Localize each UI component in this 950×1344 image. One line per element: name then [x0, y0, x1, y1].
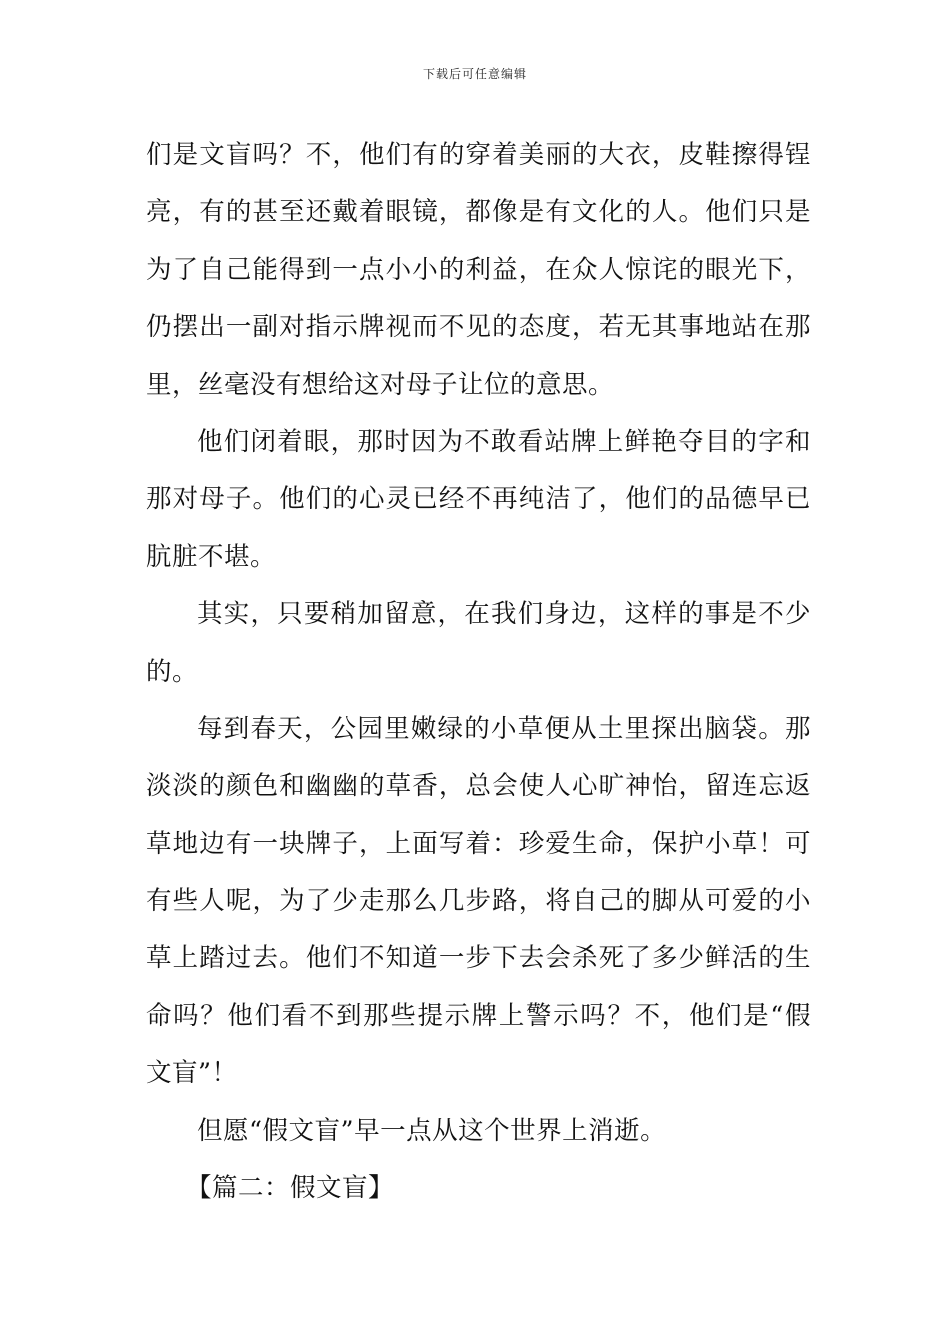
text-line: 其实，只要稍加留意，在我们身边，这样的事是不少	[197, 599, 811, 630]
text-line: 为了自己能得到一点小小的利益，在众人惊诧的眼光下，	[146, 254, 811, 285]
text-line: 的。	[146, 656, 199, 687]
text-line: 肮脏不堪。	[146, 541, 277, 572]
text-line: 亮，有的甚至还戴着眼镜，都像是有文化的人。他们只是	[146, 197, 811, 228]
text-line: 有些人呢，为了少走那么几步路，将自己的脚从可爱的小	[146, 886, 811, 917]
text-line: 每到春天，公园里嫩绿的小草便从土里探出脑袋。那	[197, 713, 811, 744]
page-header: 下载后可任意编辑	[422, 67, 527, 81]
text-line: 里，丝毫没有想给这对母子让位的意思。	[146, 369, 615, 400]
text-line: 草地边有一块牌子，上面写着：珍爱生命，保护小草！可	[146, 828, 811, 859]
document-body	[146, 127, 811, 1217]
text-line: 草上踏过去。他们不知道一步下去会杀死了多少鲜活的生	[146, 943, 811, 974]
text-line: 淡淡的颜色和幽幽的草香，总会使人心旷神怡，留连忘返	[146, 771, 811, 802]
text-line: 文盲”！	[146, 1058, 238, 1089]
text-line: 们是文盲吗？不，他们有的穿着美丽的大衣，皮鞋擦得锃	[146, 140, 811, 170]
text-line: 那对母子。他们的心灵已经不再纯洁了，他们的品德早已	[146, 484, 811, 515]
section-heading: 【篇二：假文盲】	[186, 1173, 395, 1204]
text-line: 仍摆出一副对指示牌视而不见的态度，若无其事地站在那	[146, 312, 811, 343]
text-line: 但愿“假文盲”早一点从这个世界上消逝。	[197, 1115, 667, 1146]
text-line: 命吗？他们看不到那些提示牌上警示吗？不，他们是“假	[146, 1000, 811, 1031]
text-line: 他们闭着眼，那时因为不敢看站牌上鲜艳夺目的字和	[197, 426, 811, 457]
